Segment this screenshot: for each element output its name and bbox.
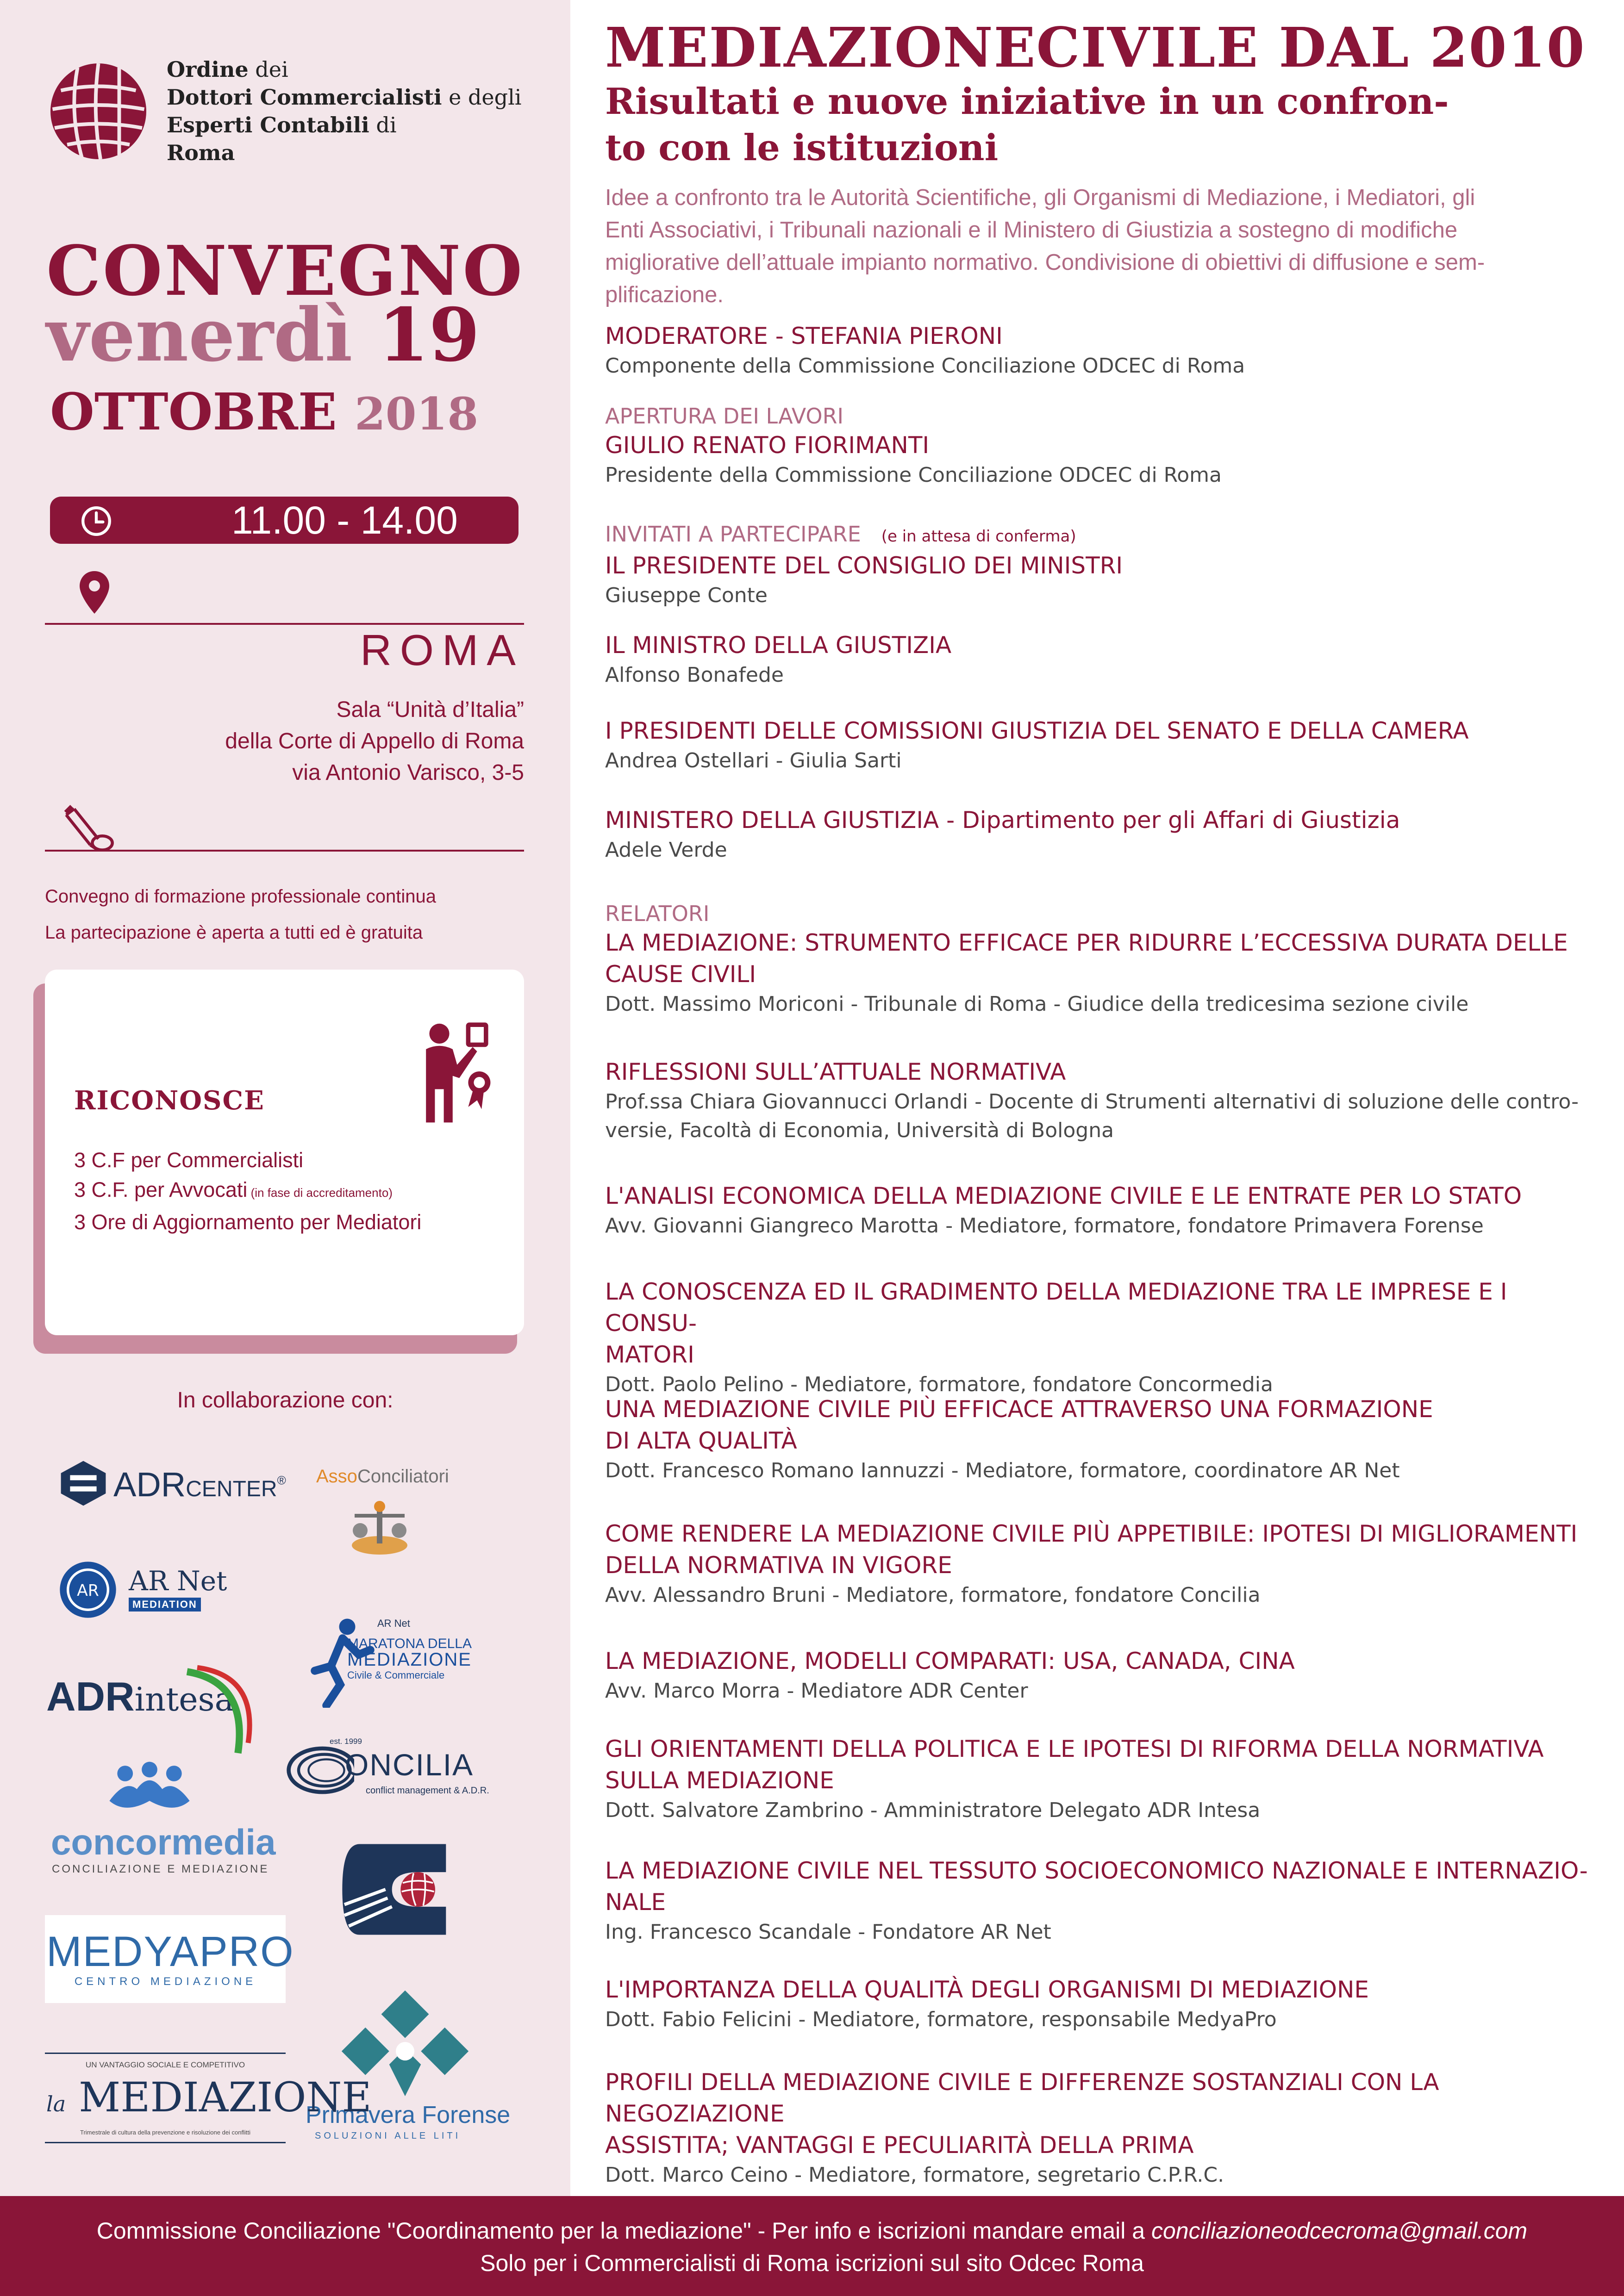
invited-commissions: I PRESIDENTI DELLE COMISSIONI GIUSTIZIA DEL SENATO E DELLA CAMERA Andrea Ostellari - Giulia Sarti	[605, 717, 1469, 772]
maratona-top: AR Net	[377, 1618, 410, 1629]
credits-title: RICONOSCE	[74, 1085, 265, 1116]
footer-line-2: Solo per i Commercialisti di Roma iscrizioni sul sito Odcec Roma	[480, 2250, 1144, 2276]
medyapro-logo: MEDYAPRO	[46, 1928, 294, 1975]
divider	[45, 2142, 286, 2143]
adrcenter-logo-icon	[58, 1458, 109, 1509]
contact-email-link[interactable]: conciliazioneodcecroma@gmail.com	[1151, 2218, 1528, 2244]
footer-line-1: Commissione Conciliazione "Coordinamento per la mediazione" - Per info e iscrizioni mandare email a conciliazioneodcecroma@gmail.com	[96, 2218, 1528, 2244]
lamed-top: UN VANTAGGIO SOCIALE E COMPETITIVO	[85, 2060, 245, 2069]
venue: Sala “Unità d’Italia” della Corte di Appello di Roma via Antonio Varisco, 3-5	[225, 697, 524, 785]
medyapro-sub: CENTRO MEDIAZIONE	[74, 1975, 257, 1988]
collab-title: In collaborazione con:	[177, 1388, 394, 1412]
arnet-logo-icon	[58, 1560, 118, 1620]
event-year: 2018	[354, 388, 479, 440]
invited-ministry: MINISTERO DELLA GIUSTIZIA - Dipartimento per gli Affari di Giustizia Adele Verde	[605, 807, 1400, 862]
event-notes: Convegno di formazione professionale continua La partecipazione è aperta a tutti ed è gratuita	[45, 886, 436, 943]
lamed-sub: Trimestrale di cultura della prevenzione e risoluzione dei conflitti	[80, 2129, 251, 2136]
concormedia-people-icon	[106, 1761, 194, 1821]
invited-minister: IL MINISTRO DELLA GIUSTIZIA Alfonso Bonafede	[605, 632, 952, 687]
speaker-2: RIFLESSIONI SULL’ATTUALE NORMATIVA Prof.ssa Chiara Giovannucci Orlandi - Docente di Strumenti alternativi di soluzione delle contro- versie, Facoltà di Economia, Università di Bologna	[605, 1058, 1579, 1142]
speaker-7: LA MEDIAZIONE, MODELLI COMPARATI: USA, CANADA, CINA Avv. Marco Morra - Mediatore ADR Center	[605, 1648, 1295, 1703]
main-subtitle: Risultati e nuove iniziative in un confron- to con le istituzioni	[605, 81, 1449, 169]
event-time: 11.00 - 14.00	[231, 498, 458, 542]
event-month-year	[50, 384, 478, 442]
divider	[45, 850, 524, 852]
event-weekday: venerdì	[46, 292, 353, 378]
opening-block: APERTURA DEI LAVORI GIULIO RENATO FIORIMANTI Presidente della Commissione Conciliazione ODCEC di Roma	[605, 404, 1222, 487]
speaker-4: LA CONOSCENZA ED IL GRADIMENTO DELLA MEDIAZIONE TRA LE IMPRESE E I CONSU- MATORI Dott. Paolo Pelino - Mediatore, formatore, fondatore Concormedia	[605, 1278, 1507, 1396]
concormedia-logo: concormedia	[51, 1822, 276, 1862]
event-city: ROMA	[360, 626, 524, 674]
primavera-sub: SOLUZIONI ALLE LITI	[315, 2131, 461, 2141]
scales-icon	[347, 1497, 412, 1557]
concilia-sub: conflict management & A.D.R.	[366, 1786, 489, 1796]
divider	[45, 2053, 286, 2054]
diploma-icon	[60, 801, 120, 856]
speaker-8: GLI ORIENTAMENTI DELLA POLITICA E LE IPOTESI DI RIFORMA DELLA NORMATIVA SULLA MEDIAZIONE Dott. Salvatore Zambrino - Amministratore Delegato ADR Intesa	[605, 1736, 1544, 1822]
concormedia-sub: CONCILIAZIONE E MEDIAZIONE	[52, 1863, 269, 1875]
concilia-est: est. 1999	[330, 1737, 362, 1746]
primavera-logo: Primavera Forense	[306, 2102, 511, 2128]
speaker-6: COME RENDERE LA MEDIAZIONE CIVILE PIÙ APPETIBILE: IPOTESI DI MIGLIORAMENTI DELLA NORMATIVA IN VIGORE Avv. Alessandro Bruni - Mediatore, formatore, fondatore Concilia	[605, 1520, 1578, 1607]
speaker-1: RELATORI LA MEDIAZIONE: STRUMENTO EFFICACE PER RIDURRE L’ECCESSIVA DURATA DELLE CAUSE CIVILI Dott. Massimo Moriconi - Tribunale di Roma - Giudice della tredicesima sezione civile	[605, 901, 1568, 1016]
event-date	[46, 292, 480, 378]
speaker-9: LA MEDIAZIONE CIVILE NEL TESSUTO SOCIOECONOMICO NAZIONALE E INTERNAZIO- NALE Ing. Francesco Scandale - Fondatore AR Net	[605, 1857, 1588, 1944]
event-month: OTTOBRE	[50, 382, 337, 442]
lamed-logo: la MEDIAZIONE	[46, 2073, 372, 2121]
invited-block: INVITATI A PARTECIPARE (e in attesa di conferma) IL PRESIDENTE DEL CONSIGLIO DEI MINISTRI Giuseppe Conte	[605, 522, 1123, 607]
main-title: MEDIAZIONECIVILE DAL 2010	[605, 15, 1586, 80]
adrintesa-logo: ADRintesa	[46, 1674, 234, 1719]
c-globe-logo-icon	[338, 1840, 468, 1939]
speaker-10: L'IMPORTANZA DELLA QUALITÀ DEGLI ORGANISMI DI MEDIAZIONE Dott. Fabio Felicini - Mediatore, formatore, responsabile MedyaPro	[605, 1976, 1369, 2031]
clock-icon	[80, 504, 113, 538]
award-person-icon	[417, 1016, 495, 1127]
footer	[0, 2196, 1624, 2296]
speaker-5: UNA MEDIAZIONE CIVILE PIÙ EFFICACE ATTRAVERSO UNA FORMAZIONE DI ALTA QUALITÀ Dott. Francesco Romano Iannuzzi - Mediatore, formatore, coordinatore AR Net	[605, 1396, 1433, 1482]
org-name: Ordine dei Dottori Commercialisti e degli Esperti Contabili di Roma	[167, 57, 522, 165]
concilia-logo-icon	[285, 1745, 354, 1796]
main-intro: Idee a confronto tra le Autorità Scientifiche, gli Organismi di Mediazione, i Mediatori, gli Enti Associativi, i Tribunali nazionali e il Ministero di Giustizia a sostegno di modifiche migliorative dell’attuale impianto normativo. Condivisione di obiettivi di diffusione e sem- plificazione.	[605, 185, 1485, 307]
moderator-block: MODERATORE - STEFANIA PIERONI Componente della Commissione Conciliazione ODCEC di Roma	[605, 323, 1245, 378]
adrintesa-swoosh-icon	[176, 1661, 259, 1763]
assoconciliatori-logo: AssoConciliatori	[316, 1466, 449, 1487]
svg-text:AR: AR	[77, 1581, 99, 1600]
adrcenter-logo: ADRCENTER®	[113, 1465, 286, 1504]
maratona-logo: MARATONA DELLA MEDIAZIONE Civile & Commerciale	[347, 1636, 472, 1681]
arnet-logo: AR Net	[129, 1565, 227, 1597]
location-pin-icon	[78, 569, 111, 616]
credits-list: 3 C.F per Commercialisti 3 C.F. per Avvocati (in fase di accreditamento) 3 Ore di Aggiornamento per Mediatori	[74, 1148, 422, 1234]
globe-logo-icon	[46, 59, 150, 163]
event-kind: CONVEGNO	[46, 230, 525, 311]
concilia-logo: ONCILIA	[345, 1748, 474, 1782]
event-day: 19	[378, 292, 480, 378]
arnet-sub: MEDIATION	[129, 1598, 201, 1612]
speaker-3: L'ANALISI ECONOMICA DELLA MEDIAZIONE CIVILE E LE ENTRATE PER LO STATO Avv. Giovanni Giangreco Marotta - Mediatore, formatore, fondatore Primavera Forense	[605, 1182, 1522, 1238]
speaker-11: PROFILI DELLA MEDIAZIONE CIVILE E DIFFERENZE SOSTANZIALI CON LA NEGOZIAZIONE ASSISTITA; VANTAGGI E PECULIARITÀ DELLA PRIMA Dott. Marco Ceino - Mediatore, formatore, segretario C.P.R.C.	[605, 2069, 1439, 2187]
